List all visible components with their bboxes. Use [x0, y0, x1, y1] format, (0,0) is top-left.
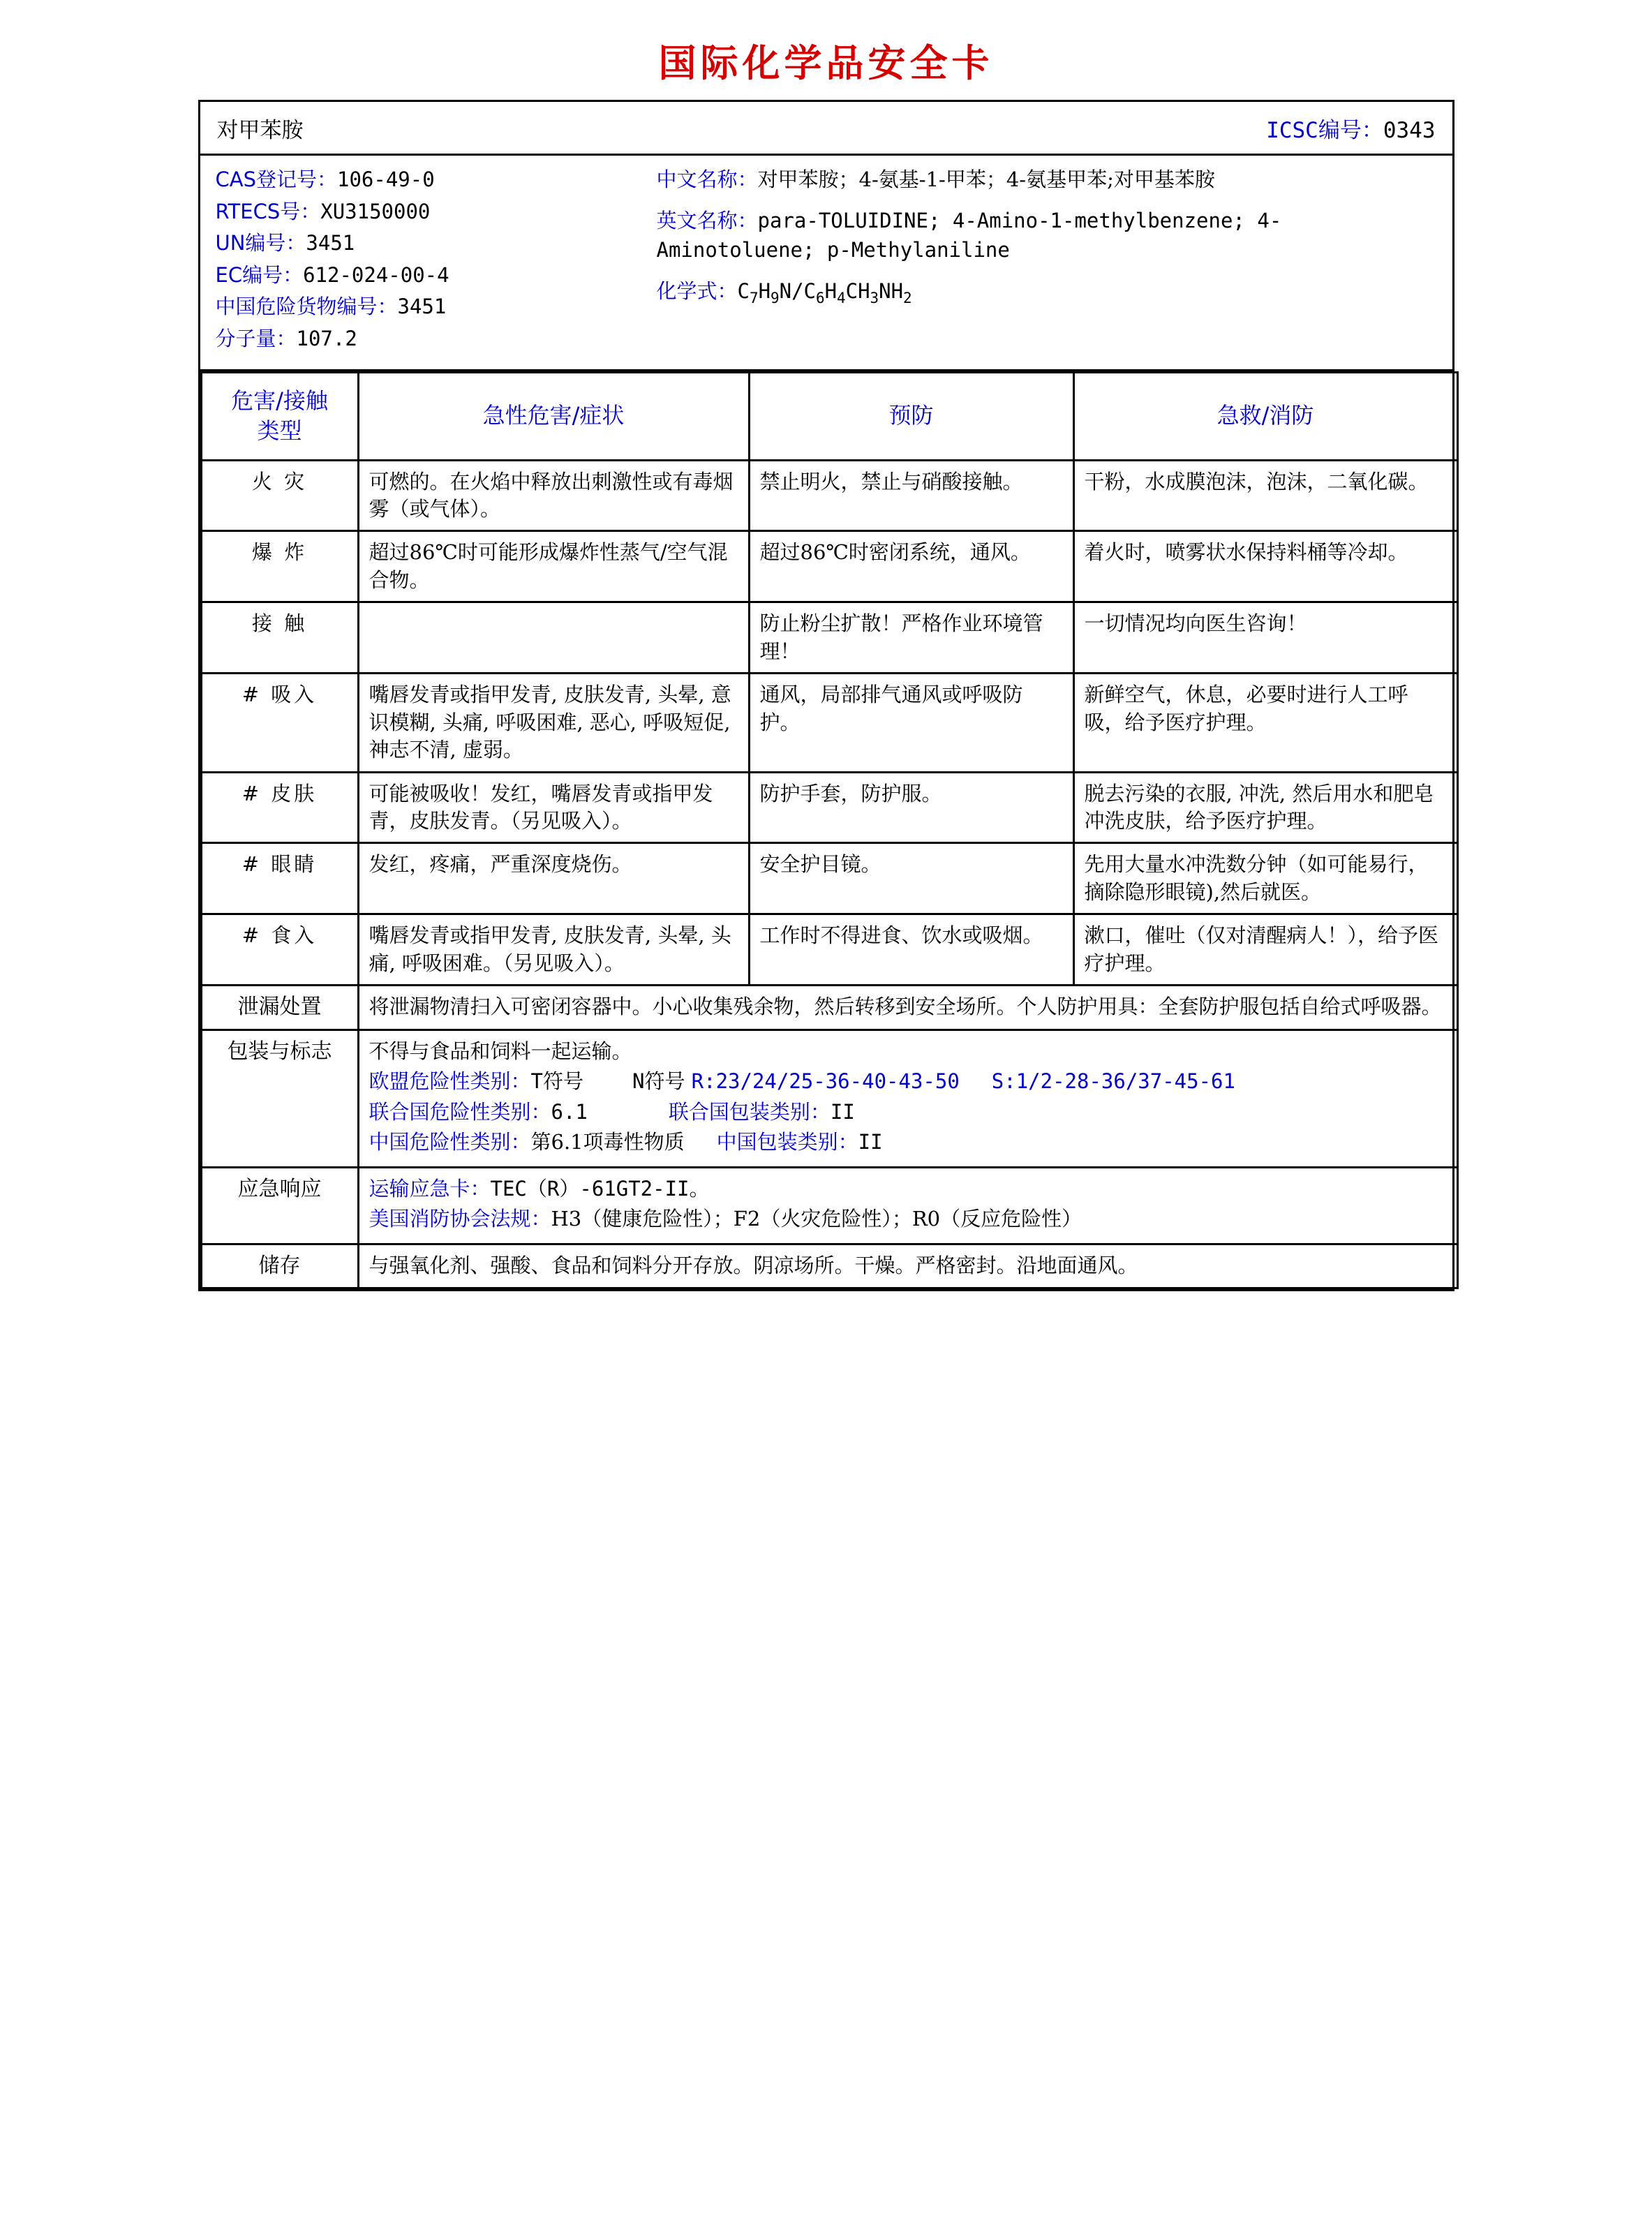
- row-label-emergency: 应急响应: [201, 1167, 358, 1244]
- cn-packing-value: II: [858, 1130, 883, 1154]
- row-packaging-content: [358, 1030, 1457, 1167]
- field-english-name: [657, 207, 1437, 266]
- row-fire-hazard: 可燃的。在火焰中释放出刺激性或有毒烟雾（或气体）。: [358, 460, 749, 531]
- field-cn-dangerous-goods-value: 3451: [397, 295, 447, 319]
- table-row: [201, 1030, 1457, 1167]
- cn-packing-label: 中国包装类别：: [716, 1130, 858, 1154]
- field-molecular-weight: [216, 325, 632, 355]
- tec-value: TEC（R）-61GT2-II。: [490, 1176, 710, 1201]
- field-cn-dangerous-goods: [216, 292, 632, 322]
- hazard-table: [200, 371, 1459, 1290]
- table-header-row: [201, 372, 1457, 460]
- table-row: [201, 531, 1457, 602]
- eu-r-phrases: R:23/24/25-36-40-43-50: [691, 1069, 960, 1094]
- field-ec-label: EC编号：: [215, 262, 304, 287]
- col-header-hazard-type-line1: 危害/接触: [231, 387, 328, 414]
- tec-label: 运输应急卡：: [369, 1176, 491, 1201]
- row-explosion-hazard: 超过86℃时可能形成爆炸性蒸气/空气混合物。: [358, 531, 749, 602]
- row-exposure-prevention: 防止粉尘扩散！严格作业环境管理！: [749, 602, 1073, 674]
- row-label-skin: # 皮肤: [201, 772, 358, 843]
- nfpa-label: 美国消防协会法规：: [369, 1207, 551, 1231]
- row-spill-text: 将泄漏物清扫入可密闭容器中。小心收集残余物，然后转移到安全场所。个人防护用具：全套防护服包括自给式呼吸器。: [358, 986, 1457, 1030]
- row-emergency-content: [358, 1167, 1457, 1244]
- row-label-eyes: # 眼睛: [201, 843, 358, 914]
- table-row: [201, 674, 1457, 772]
- field-cas: [216, 165, 632, 195]
- table-row: [201, 986, 1457, 1030]
- row-ingestion-hazard: 嘴唇发青或指甲发青, 皮肤发青, 头晕, 头痛, 呼吸困难。（另见吸入）。: [358, 914, 749, 986]
- col-header-acute-hazards: 急性危害/症状: [358, 372, 749, 460]
- emergency-tec-line: [369, 1175, 1447, 1203]
- packaging-cn-line: [369, 1129, 1447, 1156]
- row-label-spill: 泄漏处置: [201, 986, 358, 1030]
- row-fire-firstaid: 干粉，水成膜泡沫，泡沫，二氧化碳。: [1073, 460, 1457, 531]
- identification-left: [200, 156, 647, 369]
- row-explosion-firstaid: 着火时，喷雾状水保持料桶等冷却。: [1073, 531, 1457, 602]
- un-class-value: 6.1: [551, 1099, 588, 1124]
- table-row: [201, 460, 1457, 531]
- col-header-prevention: 预防: [749, 372, 1073, 460]
- field-un-label: UN编号：: [215, 231, 306, 255]
- field-ec-value: 612-024-00-4: [303, 262, 449, 287]
- field-chinese-name-label: 中文名称：: [656, 168, 758, 191]
- un-packing-label: 联合国包装类别：: [668, 1099, 831, 1124]
- row-fire-prevention: 禁止明火，禁止与硝酸接触。: [749, 460, 1073, 531]
- cn-class-label: 中国危险性类别：: [369, 1130, 531, 1154]
- row-label-fire: 火 灾: [201, 460, 358, 531]
- field-ec: [216, 261, 632, 291]
- card-header: [200, 102, 1452, 156]
- field-formula: [657, 277, 1437, 309]
- emergency-nfpa-line: [369, 1205, 1447, 1233]
- identification-right: [647, 156, 1452, 369]
- col-header-hazard-type: [201, 372, 358, 460]
- table-row: [201, 843, 1457, 914]
- field-cas-label: CAS登记号：: [215, 168, 337, 191]
- row-eyes-prevention: 安全护目镜。: [749, 843, 1073, 914]
- row-explosion-prevention: 超过86℃时密闭系统，通风。: [749, 531, 1073, 602]
- identification-block: [200, 156, 1452, 371]
- row-skin-prevention: 防护手套，防护服。: [749, 772, 1073, 843]
- page-title: 国际化学品安全卡: [658, 41, 994, 85]
- field-cas-value: 106-49-0: [337, 168, 435, 191]
- row-inhalation-prevention: 通风，局部排气通风或呼吸防护。: [749, 674, 1073, 772]
- row-label-inhalation: # 吸入: [201, 674, 358, 772]
- row-eyes-hazard: 发红，疼痛，严重深度烧伤。: [358, 843, 749, 914]
- nfpa-value: H3（健康危险性）；F2（火灾危险性）；R0（反应危险性）: [551, 1207, 1082, 1231]
- row-label-exposure: 接 触: [201, 602, 358, 674]
- un-packing-value: II: [830, 1099, 855, 1124]
- table-row: [201, 772, 1457, 843]
- row-exposure-hazard: [358, 602, 749, 674]
- field-chinese-name: [657, 165, 1437, 195]
- row-inhalation-firstaid: 新鲜空气，休息，必要时进行人工呼吸，给予医疗护理。: [1073, 674, 1457, 772]
- icsc-number-block: [1249, 104, 1452, 152]
- eu-class-label: 欧盟危险性类别：: [369, 1069, 531, 1094]
- field-un-value: 3451: [306, 231, 355, 255]
- un-class-label: 联合国危险性类别：: [369, 1099, 551, 1124]
- row-exposure-firstaid: 一切情况均向医生咨询！: [1073, 602, 1457, 674]
- packaging-note: 不得与食品和饲料一起运输。: [369, 1039, 632, 1063]
- cn-class-value: 第6.1项毒性物质: [530, 1130, 685, 1154]
- field-formula-value: $C_7H_9N/C_6H_4CH_3NH_2$: [737, 278, 912, 306]
- field-rtecs-label: RTECS号：: [215, 199, 321, 223]
- row-storage-text: 与强氧化剂、强酸、食品和饲料分开存放。阴凉场所。干燥。严格密封。沿地面通风。: [358, 1244, 1457, 1288]
- field-cn-dangerous-goods-label: 中国危险货物编号：: [215, 295, 398, 319]
- field-molecular-weight-label: 分子量：: [215, 326, 297, 350]
- table-row: [201, 1167, 1457, 1244]
- field-english-name-label: 英文名称：: [656, 208, 758, 232]
- substance-name: 对甲苯胺: [216, 117, 304, 142]
- row-eyes-firstaid: 先用大量水冲洗数分钟（如可能易行，摘除隐形眼镜),然后就医。: [1073, 843, 1457, 914]
- col-header-hazard-type-line2: 类型: [257, 417, 302, 445]
- table-row: [201, 914, 1457, 986]
- table-row: [201, 602, 1457, 674]
- table-row: [201, 1244, 1457, 1288]
- field-formula-label: 化学式：: [656, 278, 738, 303]
- field-chinese-name-value: 对甲苯胺；4-氨基-1-甲苯；4-氨基甲苯;对甲基苯胺: [757, 168, 1215, 191]
- row-skin-hazard: 可能被吸收！发红，嘴唇发青或指甲发青，皮肤发青。（另见吸入）。: [358, 772, 749, 843]
- field-english-name-value: para-TOLUIDINE; 4-Amino-1-methylbenzene; 4-Aminotoluene; p-Methylaniline: [656, 208, 1282, 262]
- row-ingestion-firstaid: 漱口，催吐（仅对清醒病人！），给予医疗护理。: [1073, 914, 1457, 986]
- row-label-packaging: 包装与标志: [201, 1030, 358, 1167]
- row-label-explosion: 爆 炸: [201, 531, 358, 602]
- col-header-first-aid: 急救/消防: [1073, 372, 1457, 460]
- row-inhalation-hazard: 嘴唇发青或指甲发青, 皮肤发青, 头晕, 意识模糊, 头痛, 呼吸困难, 恶心, 呼吸短促, 神志不清, 虚弱。: [358, 674, 749, 772]
- safety-card-sheet: [198, 100, 1454, 1291]
- row-ingestion-prevention: 工作时不得进食、饮水或吸烟。: [749, 914, 1073, 986]
- eu-symbol-n: N符号: [632, 1069, 685, 1094]
- row-label-ingestion: # 食入: [201, 914, 358, 986]
- field-rtecs-value: XU3150000: [320, 199, 431, 223]
- row-skin-firstaid: 脱去污染的衣服, 冲洗, 然后用水和肥皂冲洗皮肤，给予医疗护理。: [1073, 772, 1457, 843]
- row-label-storage: 储存: [201, 1244, 358, 1288]
- packaging-eu-line: [369, 1068, 1447, 1095]
- icsc-number: 0343: [1383, 117, 1436, 143]
- eu-symbol-t: T符号: [530, 1069, 583, 1094]
- icsc-label: ICSC编号：: [1266, 117, 1383, 143]
- eu-s-phrases: S:1/2-28-36/37-45-61: [991, 1069, 1235, 1094]
- field-rtecs: [216, 198, 632, 228]
- packaging-un-line: [369, 1099, 1447, 1126]
- field-un: [216, 229, 632, 259]
- field-molecular-weight-value: 107.2: [296, 326, 357, 350]
